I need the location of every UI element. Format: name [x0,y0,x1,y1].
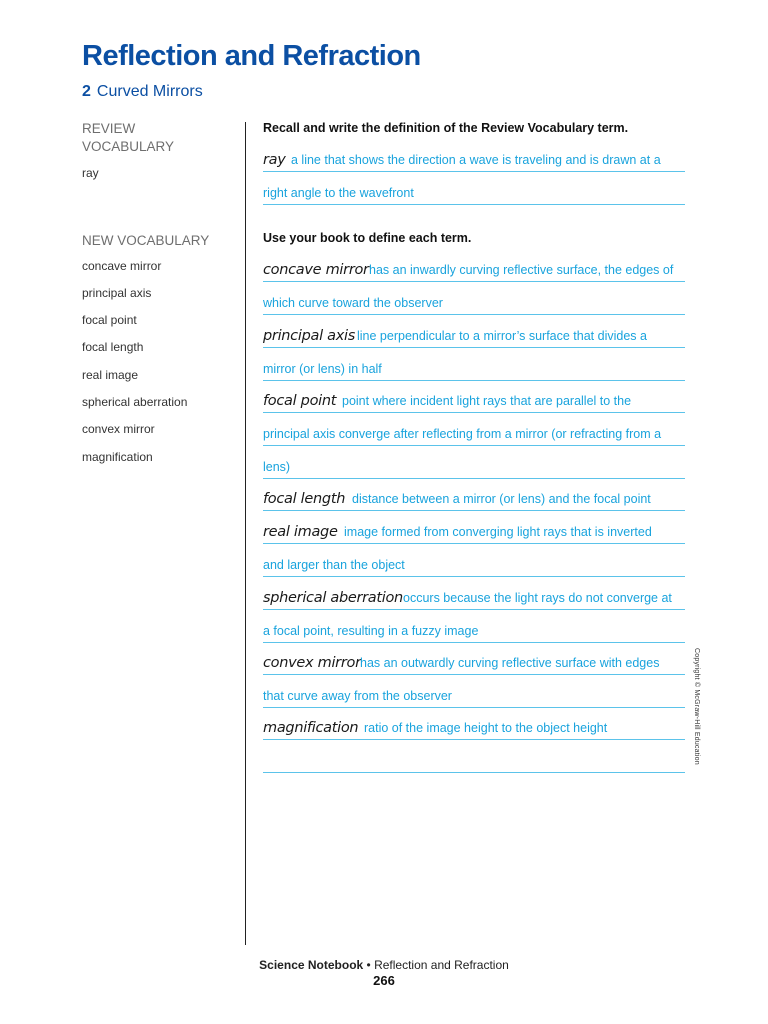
review-instruction: Recall and write the definition of the Review Vocabulary term. [263,121,629,135]
definition-text: a focal point, resulting in a fuzzy image [263,624,479,638]
definition-line[interactable] [263,147,685,172]
definition-line[interactable] [263,388,685,413]
definition-line[interactable] [263,486,685,511]
new-vocab-item: principal axis [82,286,152,300]
section-number: 2 [82,83,91,100]
definition-line[interactable] [263,323,685,348]
definition-text: has an outwardly curving reflective surface with edges [360,656,660,670]
definition-line[interactable] [263,356,685,381]
definition-text: and larger than the object [263,558,405,572]
definition-line[interactable] [263,618,685,643]
definition-text: point where incident light rays that are parallel to the [342,394,632,408]
definition-line[interactable] [263,290,685,315]
new-vocab-item: convex mirror [82,422,155,436]
definition-line[interactable] [263,519,685,544]
definition-line[interactable] [263,683,685,708]
section-title: Curved Mirrors [96,83,203,100]
section-subtitle [82,83,203,101]
definition-line[interactable] [263,552,685,577]
review-heading-line2: VOCABULARY [82,139,175,154]
definition-line-blank[interactable] [263,748,685,773]
written-term: convex mirror [263,655,361,671]
definition-line[interactable] [263,715,685,740]
copyright-notice: Copyright © McGraw-Hill Education [693,648,700,765]
new-vocab-item: focal point [82,313,137,327]
review-vocabulary-heading [82,120,242,156]
definition-line[interactable] [263,650,685,675]
new-vocab-item: magnification [82,450,153,464]
written-term: spherical aberration [263,590,403,606]
written-term: concave mirror [263,262,369,278]
new-vocab-item: concave mirror [82,259,162,273]
definition-text: ratio of the image height to the object height [364,721,608,735]
definition-text: distance between a mirror (or lens) and the focal point [352,492,651,506]
new-vocab-item: focal length [82,340,144,354]
review-heading-line1: REVIEW [82,121,136,136]
new-instruction: Use your book to define each term. [263,231,472,245]
definition-text: image formed from converging light rays that is inverted [344,525,652,539]
page-number: 266 [373,973,395,988]
definition-text: right angle to the wavefront [263,186,414,200]
footer-chapter: Reflection and Refraction [374,958,509,972]
written-term: focal length [263,491,346,507]
definition-line[interactable] [263,421,685,446]
definition-line[interactable] [263,454,685,479]
definition-text: which curve toward the observer [263,296,443,310]
definition-line[interactable] [263,257,685,282]
written-term: focal point [263,393,337,409]
definition-line[interactable] [263,180,685,205]
page-title: Reflection and Refraction [82,40,421,72]
definition-text: mirror (or lens) in half [263,362,382,376]
column-divider [245,122,246,945]
written-term: ray [263,152,286,168]
footer-notebook: Science Notebook [259,958,364,972]
written-term: principal axis [263,328,355,344]
definition-text: occurs because the light rays do not converge at [403,591,672,605]
definition-text: has an inwardly curving reflective surface, the edges of [369,263,674,277]
written-term: magnification [263,720,359,736]
definition-text: that curve away from the observer [263,689,452,703]
page-footer [0,958,768,972]
review-vocab-item: ray [82,166,99,180]
written-term: real image [263,524,338,540]
definition-text: principal axis converge after reflecting from a mirror (or refracting from a [263,427,662,441]
definition-text: line perpendicular to a mirror’s surface that divides a [357,329,647,343]
definition-line[interactable] [263,585,685,610]
footer-separator: • [363,958,375,972]
new-vocabulary-heading: NEW VOCABULARY [82,233,210,248]
new-vocab-item: spherical aberration [82,395,188,409]
definition-text: lens) [263,460,291,474]
new-vocab-item: real image [82,368,139,382]
definition-text: a line that shows the direction a wave is traveling and is drawn at a [291,153,661,167]
